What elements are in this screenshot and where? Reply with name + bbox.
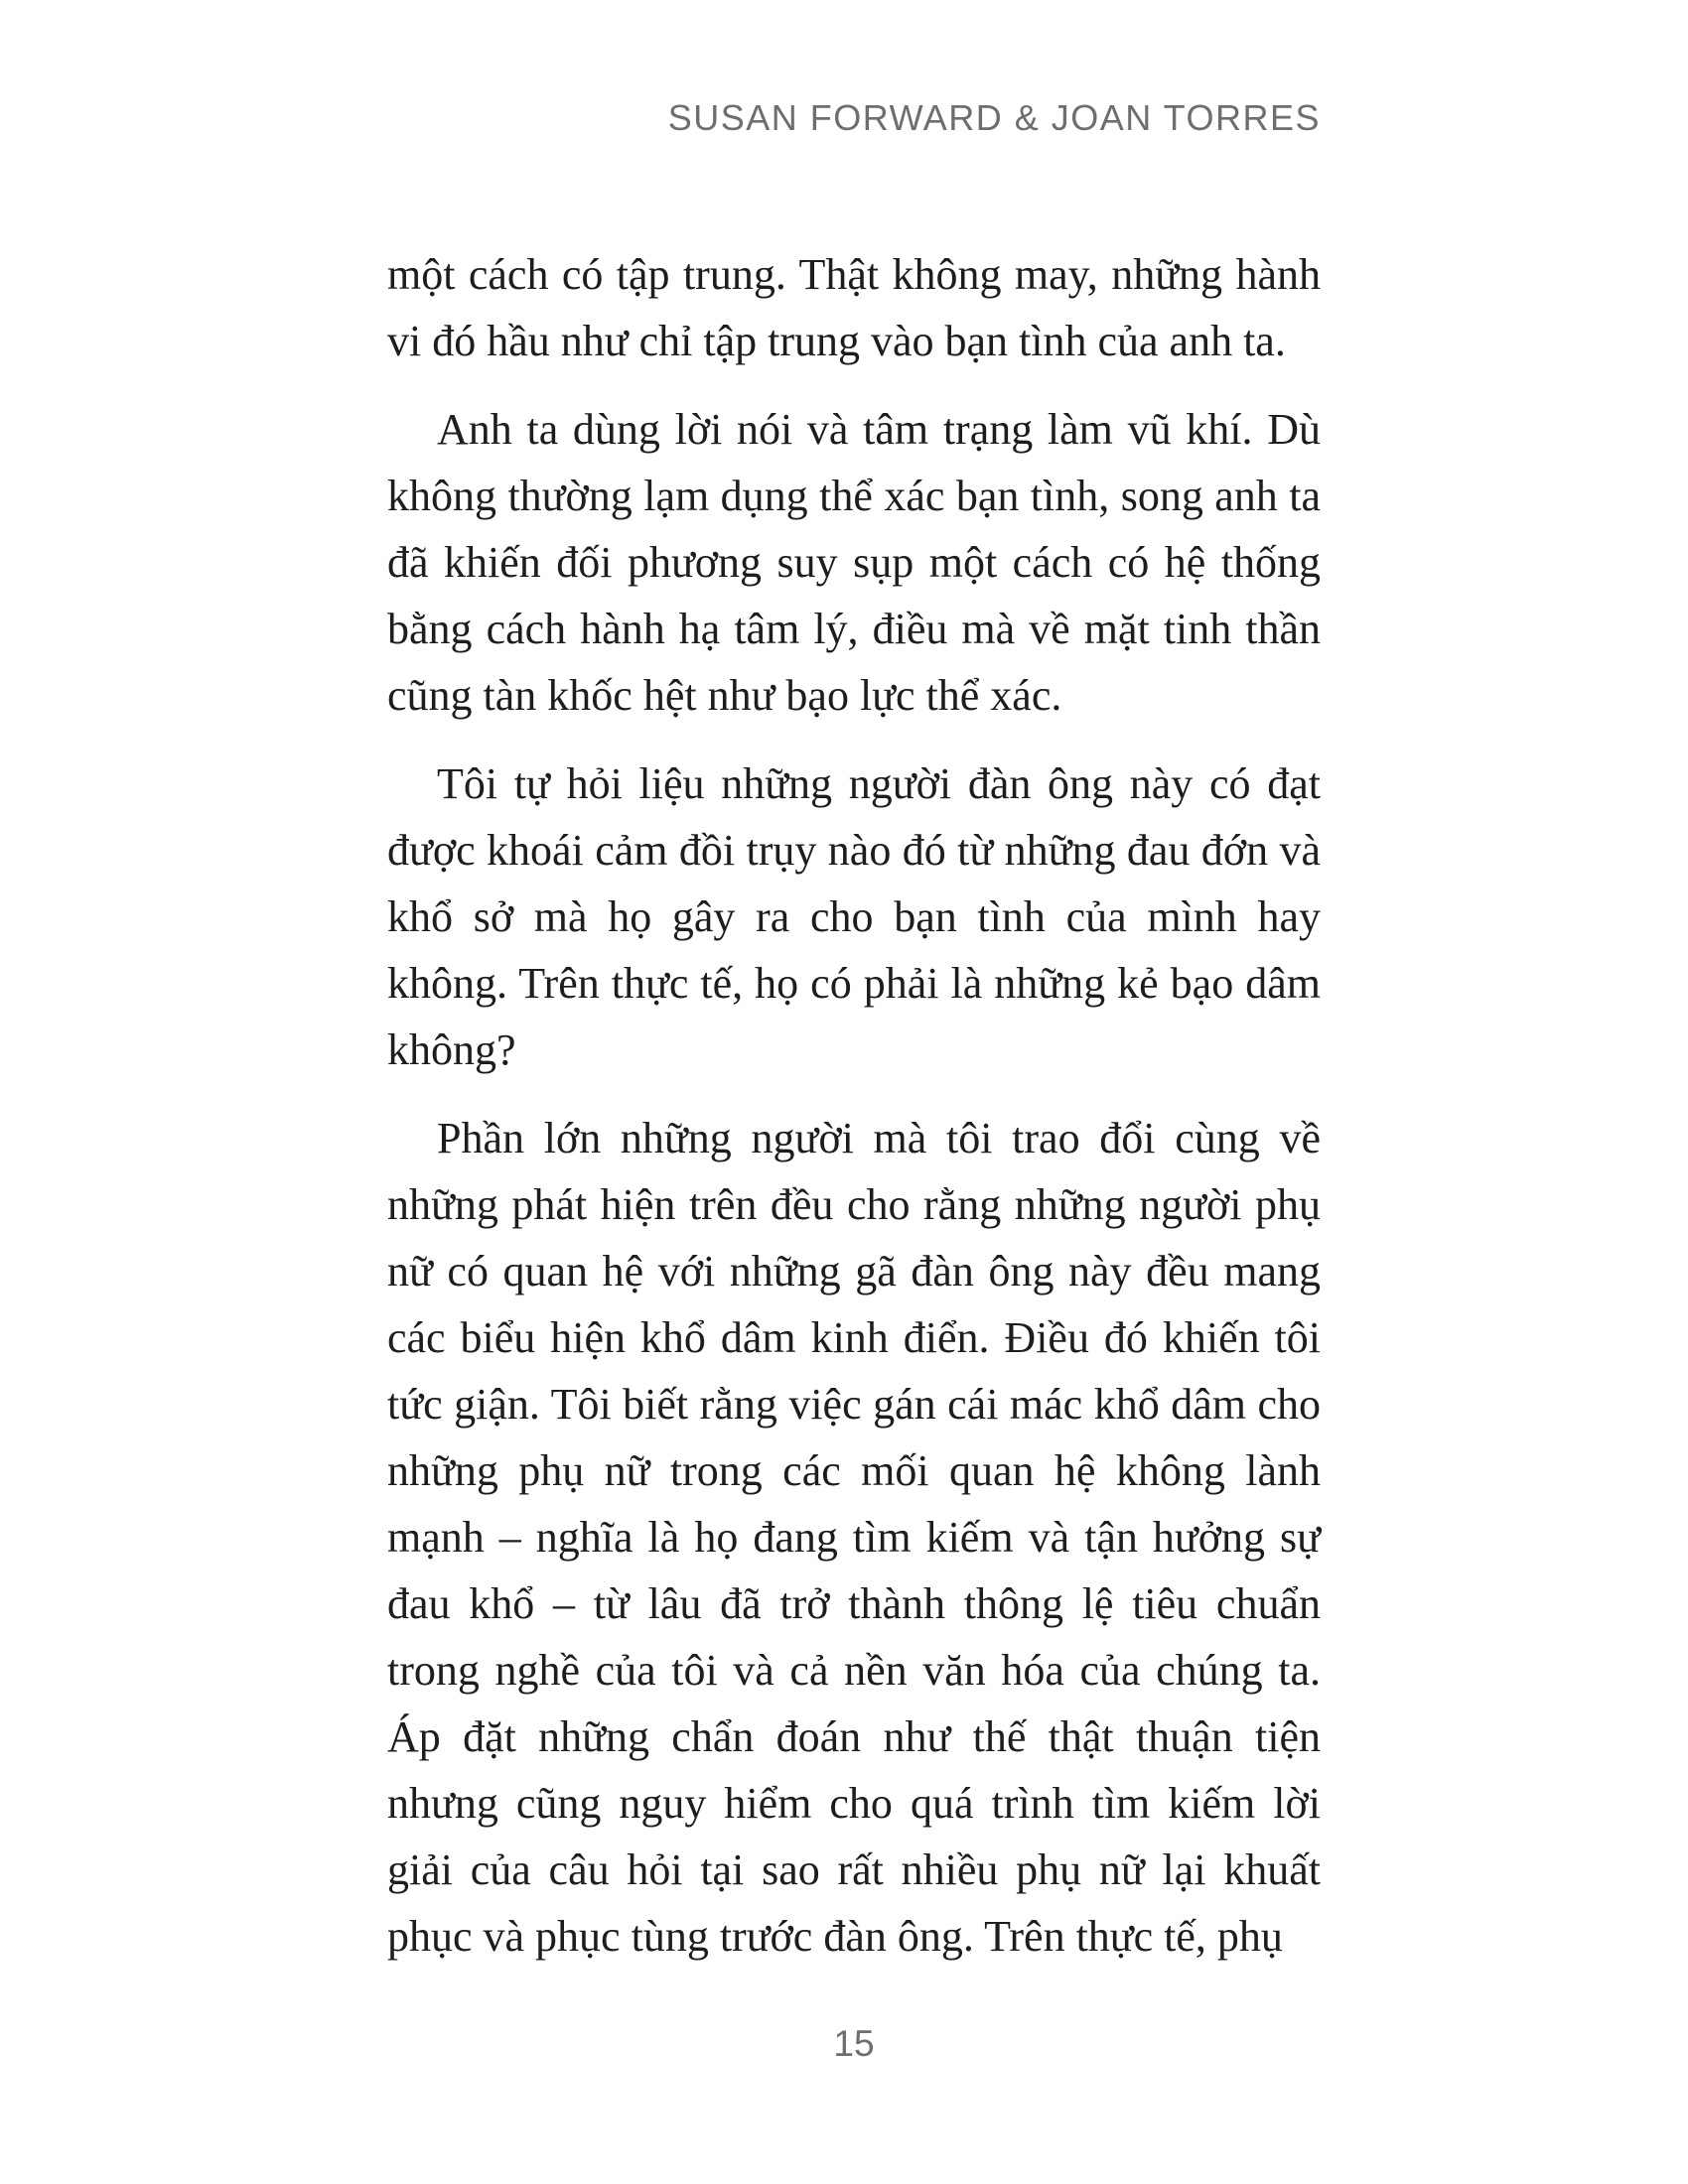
body-paragraph: Anh ta dùng lời nói và tâm trạng làm vũ khí. Dù không thường lạm dụng thể xác bạn tình, song anh ta đã khiến đối phương suy sụp một cách có hệ thống bằng cách hành hạ tâm lý, điều mà về mặt tinh thần cũng tàn khốc hệt như bạo lực thể xác. [387,405,1321,720]
body-paragraph: Tôi tự hỏi liệu những người đàn ông này có đạt được khoái cảm đồi trụy nào đó từ những đau đớn và khổ sở mà họ gây ra cho bạn tình của mình hay không. Trên thực tế, họ có phải là những kẻ bạo dâm không? [387,759,1321,1074]
body-paragraph: một cách có tập trung. Thật không may, những hành vi đó hầu như chỉ tập trung vào bạn tình của anh ta. [387,250,1321,365]
page-number: 15 [833,2023,875,2064]
body-paragraph: Phần lớn những người mà tôi trao đổi cùng về những phát hiện trên đều cho rằng những người phụ nữ có quan hệ với những gã đàn ông này đều mang các biểu hiện khổ dâm kinh điển. Điều đó khiến tôi tức giận. Tôi biết rằng việc gán cái mác khổ dâm cho những phụ nữ trong các mối quan hệ không lành mạnh – nghĩa là họ đang tìm kiếm và tận hưởng sự đau khổ – từ lâu đã trở thành thông lệ tiêu chuẩn trong nghề của tôi và cả nền văn hóa của chúng ta. Áp đặt những chẩn đoán như thế thật thuận tiện nhưng cũng nguy hiểm cho quá trình tìm kiếm lời giải của câu hỏi tại sao rất nhiều phụ nữ lại khuất phục và phục tùng trước đàn ông. Trên thực tế, phụ [387,1114,1321,1961]
body-text-column [387,241,1321,1970]
running-header-author-names: SUSAN FORWARD & JOAN TORRES [667,97,1321,138]
